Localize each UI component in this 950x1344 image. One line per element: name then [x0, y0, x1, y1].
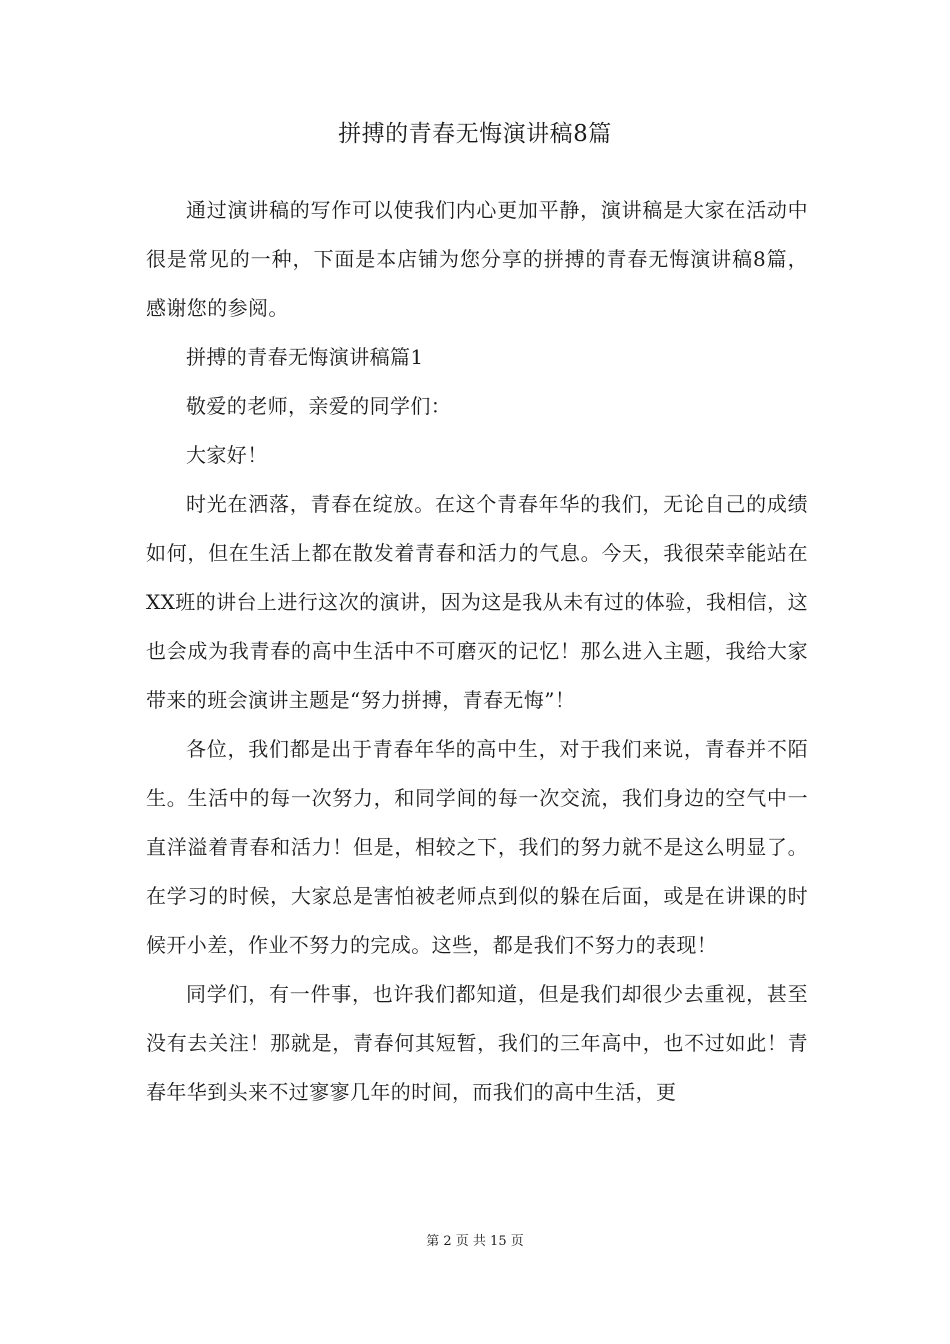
salutation: 敬爱的老师，亲爱的同学们：: [186, 394, 452, 418]
body-paragraph: 同学们，有一件事，也许我们都知道，但是我们却很少去重视，甚至没有去关注！那就是，青春何其短暂，我们的三年高中，也不过如此！青春年华到头来不过寥寥几年的时间，而我们的高中生活，更: [146, 982, 808, 1104]
body-paragraph: 时光在洒落，青春在绽放。在这个青春年华的我们，无论自己的成绩如何，但在生活上都在散发着青春和活力的气息。今天，我很荣幸能站在XX班的讲台上进行这次的演讲，因为这是我从未有过的体验，我相信，这也会成为我青春的高中生活中不可磨灭的记忆！那么进入主题，我给大家带来的班会演讲主题是“努力拼搏，青春无悔”！: [146, 492, 808, 712]
page-number-footer: 第 2 页 共 15 页: [426, 1234, 524, 1249]
intro-paragraph: 通过演讲稿的写作可以使我们内心更加平静，演讲稿是大家在活动中很是常见的一种，下面是本店铺为您分享的拼搏的青春无悔演讲稿8篇，感谢您的参阅。: [146, 198, 808, 320]
section-heading: 拼搏的青春无悔演讲稿篇1: [186, 345, 424, 369]
greeting: 大家好！: [186, 443, 268, 467]
body-paragraph: 各位，我们都是出于青春年华的高中生，对于我们来说，青春并不陌生。生活中的每一次努力，和同学间的每一次交流，我们身边的空气中一直洋溢着青春和活力！但是，相较之下，我们的努力就不是这么明显了。在学习的时候，大家总是害怕被老师点到似的躲在后面，或是在讲课的时候开小差，作业不努力的完成。这些，都是我们不努力的表现！: [146, 737, 808, 957]
document-body: [146, 186, 808, 1117]
document-title: 拼搏的青春无悔演讲稿8篇: [338, 121, 612, 147]
